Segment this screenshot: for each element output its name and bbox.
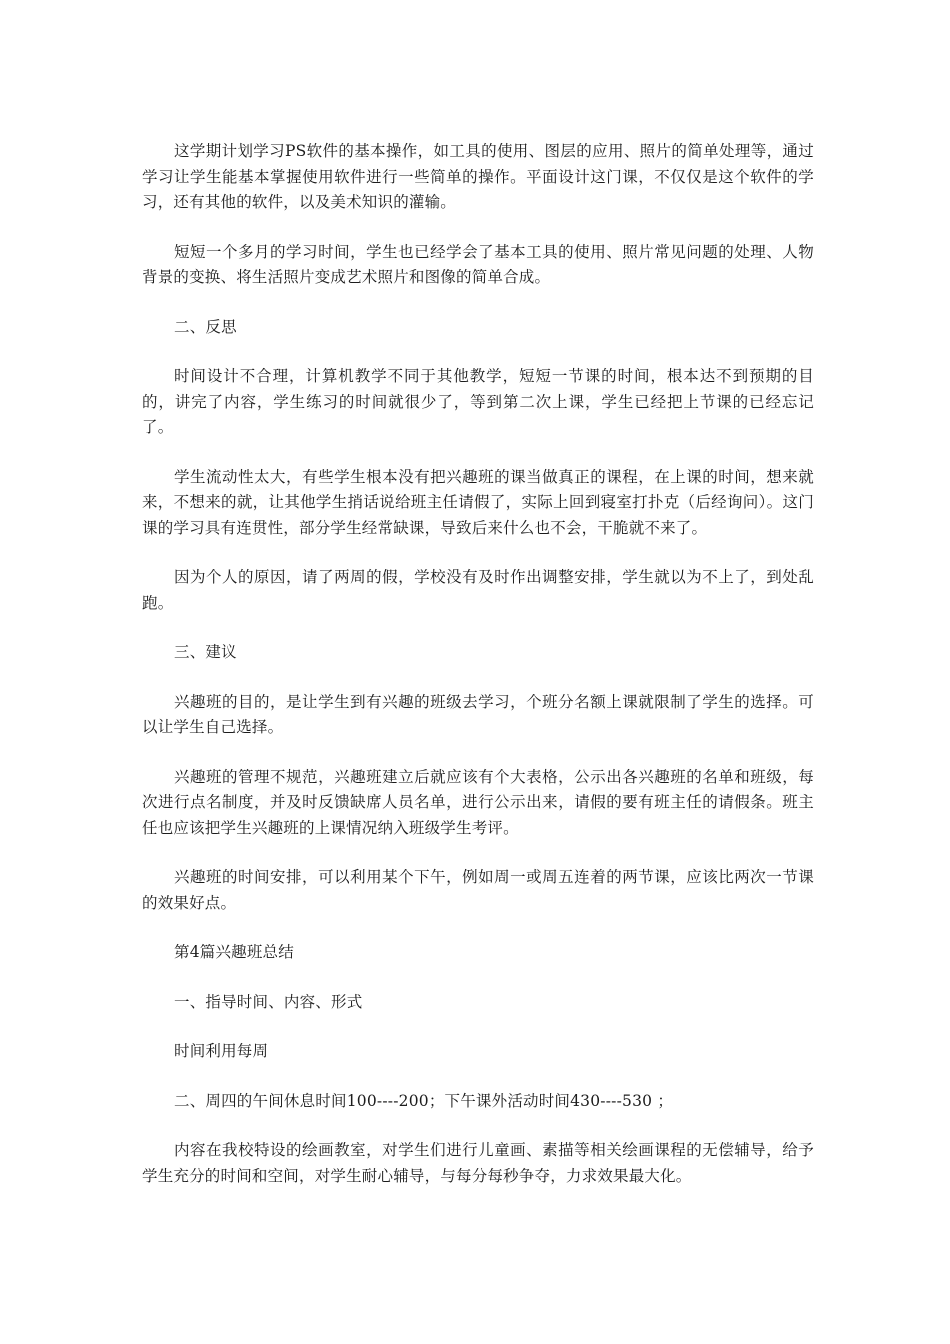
document-body (142, 139, 814, 1213)
paragraph-learning-progress: 短短一个多月的学习时间，学生也已经学会了基本工具的使用、照片常见问题的处理、人物背景的变换、将生活照片变成艺术照片和图像的简单合成。 (142, 242, 814, 286)
paragraph-weekly-time: 时间利用每周 (174, 1042, 269, 1060)
paragraph-content-description: 内容在我校特设的绘画教室，对学生们进行儿童画、素描等相关绘画课程的无偿辅导，给予学生充分的时间和空间，对学生耐心辅导，与每分每秒争夺，力求效果最大化。 (142, 1141, 814, 1185)
paragraph-time-design: 时间设计不合理，计算机教学不同于其他教学，短短一节课的时间，根本达不到预期的目的，讲完了内容，学生练习的时间就很少了，等到第二次上课，学生已经把上节课的已经忘记了。 (142, 367, 814, 436)
article-title-part-4: 第4篇兴趣班总结 (174, 943, 294, 961)
section-heading-schedule: 二、周四的午间休息时间100----200；下午课外活动时间430----530 ； (174, 1091, 674, 1110)
section-heading-reflection: 二、反思 (174, 317, 237, 336)
paragraph-class-management: 兴趣班的管理不规范，兴趣班建立后就应该有个大表格，公示出各兴趣班的名单和班级，每次进行点名制度，并及时反馈缺席人员名单，进行公示出来，请假的要有班主任的请假条。班主任也应该把学生兴趣班的上课情况纳入班级学生考评。 (142, 767, 814, 837)
paragraph-class-purpose: 兴趣班的目的，是让学生到有兴趣的班级去学习，个班分名额上课就限制了学生的选择。可以让学生自己选择。 (142, 692, 814, 736)
section-heading-guidance: 一、指导时间、内容、形式 (174, 992, 363, 1011)
paragraph-ps-plan: 这学期计划学习PS软件的基本操作，如工具的使用、图层的应用、照片的简单处理等，通过学习让学生能基本掌握使用软件进行一些简单的操作。平面设计这门课，不仅仅是这个软件的学习，还有其他的软件，以及美术知识的灌输。 (142, 142, 814, 211)
paragraph-personal-leave: 因为个人的原因，请了两周的假，学校没有及时作出调整安排，学生就以为不上了，到处乱跑。 (142, 568, 814, 612)
paragraph-student-mobility: 学生流动性太大，有些学生根本没有把兴趣班的课当做真正的课程，在上课的时间，想来就来，不想来的就，让其他学生捎话说给班主任请假了，实际上回到寝室打扑克（后经询问）。这门课的学习具有连贯性，部分学生经常缺课，导致后来什么也不会，干脆就不来了。 (142, 467, 814, 537)
paragraph-time-arrangement: 兴趣班的时间安排，可以利用某个下午，例如周一或周五连着的两节课，应该比两次一节课的效果好点。 (142, 868, 814, 912)
section-heading-suggestions: 三、建议 (174, 643, 237, 661)
